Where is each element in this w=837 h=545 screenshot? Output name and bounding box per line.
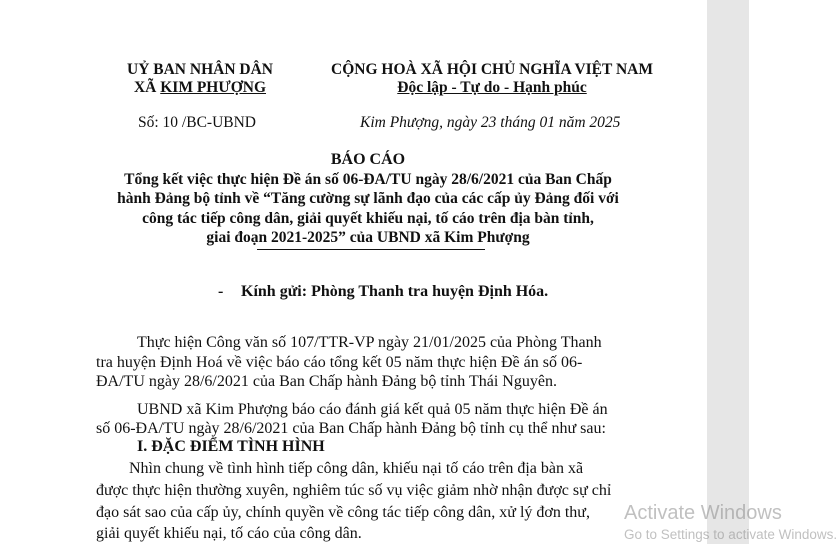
paragraph-3-line-1: Nhìn chung về tình hình tiếp công dân, khiếu nại tố cáo trên địa bàn xã [129,460,584,477]
issuer-prefix: XÃ [133,79,161,96]
activation-watermark-hint: Go to Settings to activate Windows. [624,527,837,542]
issuer-line-1: UỶ BAN NHÂN DÂN [127,61,273,78]
paragraph-3-line-2: được thực hiện thường xuyên, nghiêm túc số vụ việc giảm nhờ nhận được sự chỉ [96,482,612,499]
paragraph-2-line-2: số 06-ĐA/TU ngày 28/6/2021 của Ban Chấp hành Đảng bộ tỉnh cụ thể như sau: [96,420,606,437]
paragraph-2-line-1: UBND xã Kim Phượng báo cáo đánh giá kết quả 05 năm thực hiện Đề án [137,401,608,418]
paragraph-1-line-3: ĐA/TU ngày 28/6/2021 của Ban Chấp hành Đảng bộ tỉnh Thái Nguyên. [96,373,557,390]
window-gutter [707,0,749,544]
paragraph-3-line-4: giải quyết khiếu nại, tố cáo của công dân. [96,525,362,542]
issuer-line-2 [100,79,300,97]
section-1-heading: I. ĐẶC ĐIỂM TÌNH HÌNH [137,438,325,455]
activation-watermark-title: Activate Windows [624,502,782,524]
issuer-commune-name: KIM PHƯỢNG [160,79,267,96]
national-motto-text: Độc lập - Tự do - Hạnh phúc [397,79,587,96]
document-number: Số: 10 /BC-UBND [138,114,256,131]
paragraph-3-line-3: đạo sát sao của cấp ủy, chính quyền về công tác tiếp công dân, xử lý đơn thư, [96,504,590,521]
report-subject-line-4: giai đoạn 2021-2025” của UBND xã Kim Phượng [206,229,530,246]
report-heading: BÁO CÁO [330,151,406,168]
report-subject-line-3: công tác tiếp công dân, giải quyết khiếu nại, tố cáo trên địa bàn tỉnh, [142,210,594,227]
report-subject-line-2: hành Đảng bộ tỉnh về “Tăng cường sự lãnh đạo của các cấp ủy Đảng đối với [117,190,619,207]
recipient-dash: - [218,283,224,300]
place-date: Kim Phượng, ngày 23 tháng 01 năm 2025 [360,114,621,131]
report-subject-line-1: Tổng kết việc thực hiện Đề án số 06-ĐA/TU ngày 28/6/2021 của Ban Chấp [124,171,612,188]
national-motto [322,79,662,97]
paragraph-1-line-1: Thực hiện Công văn số 107/TTR-VP ngày 21/01/2025 của Phòng Thanh [137,334,602,351]
recipient-line: Kính gửi: Phòng Thanh tra huyện Định Hóa. [241,283,549,300]
paragraph-1-line-2: tra huyện Định Hoá về việc báo cáo tổng kết 05 năm thực hiện Đề án số 06- [96,354,583,371]
title-underline [257,249,485,250]
national-title: CỘNG HOÀ XÃ HỘI CHỦ NGHĨA VIỆT NAM [331,61,653,78]
